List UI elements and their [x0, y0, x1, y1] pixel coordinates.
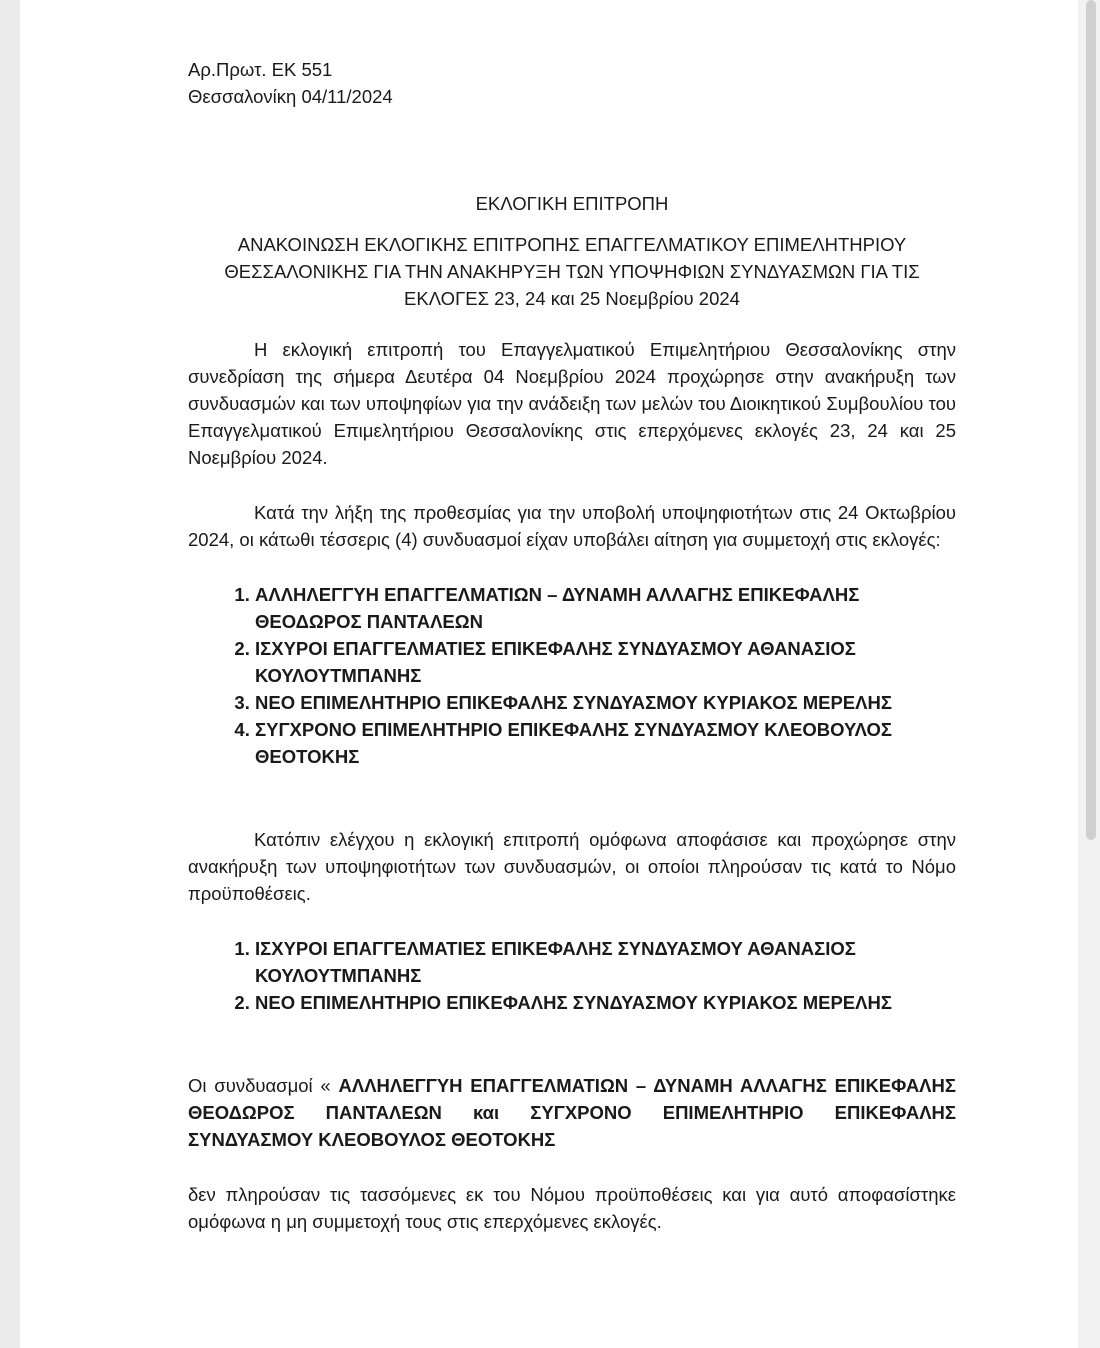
rejected-and: και	[472, 1102, 500, 1123]
list-item: 1. ΑΛΛΗΛΕΓΓΥΗ ΕΠΑΓΓΕΛΜΑΤΙΩΝ – ΔΥΝΑΜΗ ΑΛΛΑΓΗΣ ΕΠΙΚΕΦΑΛΗΣ ΘΕΟΔΩΡΟΣ ΠΑΝΤΑΛΕΩΝ	[255, 581, 956, 635]
protocol-number: Αρ.Πρωτ. ΕΚ 551	[188, 59, 333, 80]
paragraph-conclusion: δεν πληρούσαν τις τασσόμενες εκ του Νόμου προϋποθέσεις και για αυτό αποφασίστηκε ομόφωνα η μη συμμετοχή τους στις επερχόμενες εκλογές.	[188, 1184, 956, 1232]
rejected-combination-a: ΑΛΛΗΛΕΓΓΥΗ ΕΠΑΓΓΕΛΜΑΤΙΩΝ – ΔΥΝΑΜΗ ΑΛΛΑΓΗΣ ΕΠΙΚΕΦΑΛΗΣ ΘΕΟΔΩΡΟΣ ΠΑΝΤΑΛΕΩΝ	[188, 1075, 956, 1123]
rejected-prefix: Οι συνδυασμοί «	[188, 1075, 331, 1096]
accepted-combinations-list	[188, 935, 956, 1016]
place-date: Θεσσαλονίκη 04/11/2024	[188, 86, 393, 107]
list-item: 2. ΙΣΧΥΡΟΙ ΕΠΑΓΓΕΛΜΑΤΙΕΣ ΕΠΙΚΕΦΑΛΗΣ ΣΥΝΔΥΑΣΜΟΥ ΑΘΑΝΑΣΙΟΣ ΚΟΥΛΟΥΤΜΠΑΝΗΣ	[255, 635, 956, 689]
announcement-title: ΑΝΑΚΟΙΝΩΣΗ ΕΚΛΟΓΙΚΗΣ ΕΠΙΤΡΟΠΗΣ ΕΠΑΓΓΕΛΜΑΤΙΚΟΥ ΕΠΙΜΕΛΗΤΗΡΙΟΥ ΘΕΣΣΑΛΟΝΙΚΗΣ ΓΙΑ ΤΗΝ ΑΝΑΚΗΡΥΞΗ ΤΩΝ ΥΠΟΨΗΦΙΩΝ ΣΥΝΔΥΑΣΜΩΝ ΓΙΑ ΤΙΣ ΕΚΛΟΓΕΣ 23, 24 και 25 Νοεμβρίου 2024	[224, 234, 920, 309]
committee-heading: ΕΚΛΟΓΙΚΗ ΕΠΙΤΡΟΠΗ	[475, 193, 669, 214]
list-item: 3. ΝΕΟ ΕΠΙΜΕΛΗΤΗΡΙΟ ΕΠΙΚΕΦΑΛΗΣ ΣΥΝΔΥΑΣΜΟΥ ΚΥΡΙΑΚΟΣ ΜΕΡΕΛΗΣ	[255, 689, 956, 716]
paragraph-decision: Κατόπιν ελέγχου η εκλογική επιτροπή ομόφωνα αποφάσισε και προχώρησε στην ανακήρυξη των υποψηφιοτήτων των συνδυασμών, οι οποίοι πληρούσαν τις κατά το Νόμο προϋποθέσεις.	[188, 829, 956, 904]
paragraph-rejected	[188, 1072, 956, 1153]
scrollbar-thumb[interactable]	[1086, 0, 1096, 840]
list-item: 1. ΙΣΧΥΡΟΙ ΕΠΑΓΓΕΛΜΑΤΙΕΣ ΕΠΙΚΕΦΑΛΗΣ ΣΥΝΔΥΑΣΜΟΥ ΑΘΑΝΑΣΙΟΣ ΚΟΥΛΟΥΤΜΠΑΝΗΣ	[255, 935, 956, 989]
rejected-combination-b: ΣΥΓΧΡΟΝΟ ΕΠΙΜΕΛΗΤΗΡΙΟ ΕΠΙΚΕΦΑΛΗΣ ΣΥΝΔΥΑΣΜΟΥ ΚΛΕΟΒΟΥΛΟΣ ΘΕΟΤΟΚΗΣ	[188, 1102, 957, 1150]
paragraph-deadline: Κατά την λήξη της προθεσμίας για την υποβολή υποψηφιοτήτων στις 24 Οκτωβρίου 2024, οι κάτωθι τέσσερις (4) συνδυασμοί είχαν υποβάλει αίτηση για συμμετοχή στις εκλογές:	[188, 502, 956, 550]
list-item: 2. ΝΕΟ ΕΠΙΜΕΛΗΤΗΡΙΟ ΕΠΙΚΕΦΑΛΗΣ ΣΥΝΔΥΑΣΜΟΥ ΚΥΡΙΑΚΟΣ ΜΕΡΕΛΗΣ	[255, 989, 956, 1016]
document-content	[188, 56, 956, 1235]
list-item: 4. ΣΥΓΧΡΟΝΟ ΕΠΙΜΕΛΗΤΗΡΙΟ ΕΠΙΚΕΦΑΛΗΣ ΣΥΝΔΥΑΣΜΟΥ ΚΛΕΟΒΟΥΛΟΣ ΘΕΟΤΟΚΗΣ	[255, 716, 956, 770]
scrollbar[interactable]	[1078, 0, 1100, 1348]
paragraph-session: Η εκλογική επιτροπή του Επαγγελματικού Επιμελητήριου Θεσσαλονίκης στην συνεδρίαση της σήμερα Δευτέρα 04 Νοεμβρίου 2024 προχώρησε στην ανακήρυξη των συνδυασμών και των υποψηφίων για την ανάδειξη των μελών του Διοικητικού Συμβουλίου του Επαγγελματικού Επιμελητήριου Θεσσαλονίκης στις επερχόμενες εκλογές 23, 24 και 25 Νοεμβρίου 2024.	[188, 339, 956, 468]
submitted-combinations-list	[188, 581, 956, 770]
